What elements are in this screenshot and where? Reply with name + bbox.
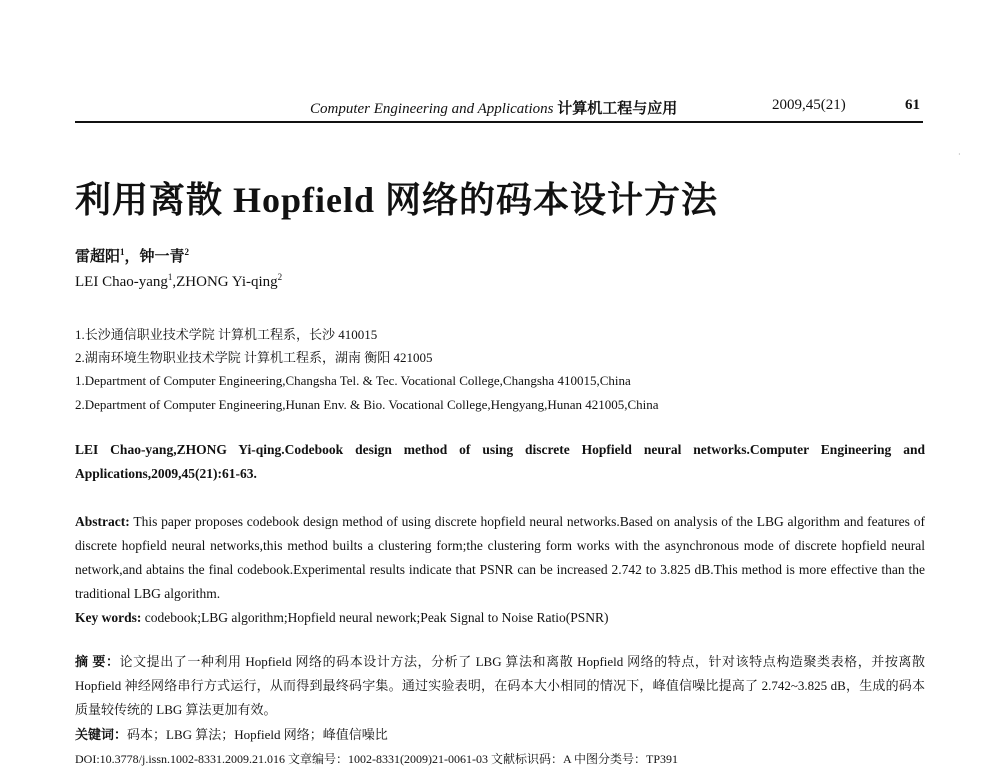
abstract-label: Abstract: (75, 514, 130, 529)
keywords-cn-text: 码本；LBG 算法；Hopfield 网络；峰值信噪比 (127, 727, 388, 742)
abstract-cn-label: 摘 要： (75, 654, 120, 669)
keywords-en (75, 606, 925, 630)
authors-cn (75, 245, 189, 266)
affiliation-en-1: 1.Department of Computer Engineering,Changsha Tel. & Tec. Vocational College,Changsha 410015,China (75, 373, 631, 388)
affiliation-en-2: 2.Department of Computer Engineering,Hunan Env. & Bio. Vocational College,Hengyang,Hunan 421005,China (75, 397, 659, 412)
authors-en (75, 272, 282, 291)
citation: LEI Chao-yang,ZHONG Yi-qing.Codebook design method of using discrete Hopfield neural networks.Computer Engineering and Applications,2009,45(21):61-63. (75, 442, 925, 481)
author-2-cn: ，钟一青 (124, 249, 185, 265)
header-rule (75, 121, 923, 123)
volume-issue: 2009,45(21) (772, 97, 846, 113)
author-2-cn-sup: 2 (184, 247, 190, 257)
journal-name-cn: 计算机工程与应用 (557, 101, 678, 117)
abstract-cn (75, 650, 925, 722)
abstract-text: This paper proposes codebook design method of using discrete hopfield neural networks.Based on analysis of the LBG algorithm and features of discrete hopfield neural networks,this method builts a clustering form;the clustering form works with the asynchronous mode of discrete hopfield neural network,and abtains the final codebook.Experimental results indicate that PSNR can be increased 2.742 to 3.825 dB.This method is more effective than the traditional LBG algorithm. (75, 514, 925, 601)
author-1-en: LEI Chao-yang (75, 274, 168, 290)
affiliation-cn-1: 1.长沙通信职业技术学院 计算机工程系，长沙 410015 (75, 327, 378, 342)
doi-line: DOI:10.3778/j.issn.1002-8331.2009.21.016 文章编号：1002-8331(2009)21-0061-03 文献标识码：A 中图分类号：TP391 (75, 752, 678, 766)
keywords-label: Key words: (75, 610, 142, 625)
affiliation-cn-2: 2.湖南环境生物职业技术学院 计算机工程系，湖南 衡阳 421005 (75, 350, 433, 365)
keywords-cn-label: 关键词： (75, 727, 128, 742)
page-number: 61 (905, 97, 920, 113)
author-2-en: ,ZHONG Yi-qing (172, 274, 278, 290)
running-head-journal (310, 97, 677, 118)
abstract-en (75, 510, 925, 606)
author-1-en-sup: 1 (167, 272, 173, 282)
keywords-text: codebook;LBG algorithm;Hopfield neural nework;Peak Signal to Noise Ratio(PSNR) (144, 610, 609, 625)
margin-mark: · (958, 150, 961, 159)
page-title: 利用离散 Hopfield 网络的码本设计方法 (75, 180, 719, 220)
keywords-cn (75, 723, 925, 747)
journal-name-en: Computer Engineering and Applications (310, 101, 554, 117)
author-2-en-sup: 2 (277, 272, 283, 282)
author-1-cn-sup: 1 (120, 247, 125, 257)
author-1-cn: 雷超阳 (75, 249, 121, 265)
abstract-cn-text: 论文提出了一种利用 Hopfield 网络的码本设计方法，分析了 LBG 算法和离散 Hopfield 网络的特点，针对该特点构造聚类表格，并按离散 Hopfield 神经网络串行方式运行，从而得到最终码字集。通过实验表明，在码本大小相同的情况下，峰值信噪比提高了 2.742~3.825 dB，生成的码本质量较传统的 LBG 算法更加有效。 (75, 654, 925, 717)
